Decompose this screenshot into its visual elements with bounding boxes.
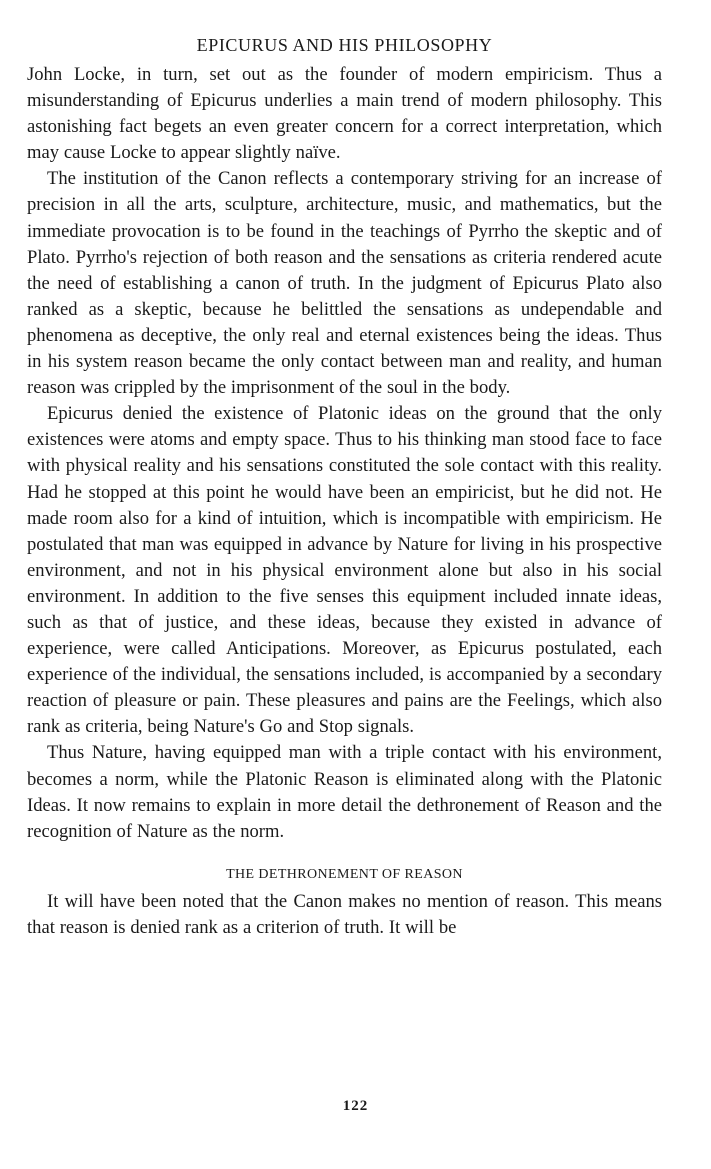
paragraph-3: Epicurus denied the existence of Platonic ideas on the ground that the only existences were atoms and empty space. Thus to his thinking man stood face to face with physical reality and his sensations constituted the sole contact with this reality. Had he stopped at this point he would have been an empiricist, but he did not. He made room also for a kind of intuition, which is incompatible with empiricism. He postulated that man was equipped in advance by Nature for living in his prospective environment, and not in his physical environment alone but also in his social environment. In addition to the five senses this equipment included innate ideas, such as that of justice, and these ideas, because they existed in advance of experience, were called Anticipations. Moreover, as Epicurus postulated, each experience of the individual, the sensations included, is accompanied by a secondary reaction of pleasure or pain. These pleasures and pains are the Feelings, which also rank as criteria, being Nature's Go and Stop signals. [27, 403, 662, 738]
section-heading: THE DETHRONEMENT OF REASON [226, 866, 463, 882]
page-number: 122 [342, 1098, 369, 1114]
paragraph-1: John Locke, in turn, set out as the founder of modern empiricism. Thus a misunderstanding of Epicurus underlies a main trend of modern philosophy. This astonishing fact begets an even greater concern for a correct interpretation, which may cause Locke to appear slightly naïve. [27, 64, 662, 164]
book-page [27, 34, 662, 941]
paragraph-2: The institution of the Canon reflects a contemporary striving for an increase of precision in all the arts, sculpture, architecture, music, and mathematics, but the immediate provocation is to be found in the teachings of Pyrrho the skeptic and of Plato. Pyrrho's rejection of both reason and the sensations as criteria rendered acute the need of establishing a canon of truth. In the judgment of Epicurus Plato also ranked as a skeptic, because he belittled the sensations as undependable and phenomena as deceptive, the only real and eternal existences being the ideas. Thus in his system reason became the only contact between man and reality, and human reason was crippled by the imprisonment of the soul in the body. [27, 168, 662, 399]
running-head: EPICURUS AND HIS PHILOSOPHY [196, 35, 493, 55]
paragraph-4: Thus Nature, having equipped man with a triple contact with his environment, becomes a norm, while the Platonic Reason is eliminated along with the Platonic Ideas. It now remains to explain in more detail the dethronement of Reason and the recognition of Nature as the norm. [27, 742, 662, 842]
paragraph-5: It will have been noted that the Canon makes no mention of reason. This means that reason is denied rank as a criterion of truth. It will be [27, 890, 662, 938]
